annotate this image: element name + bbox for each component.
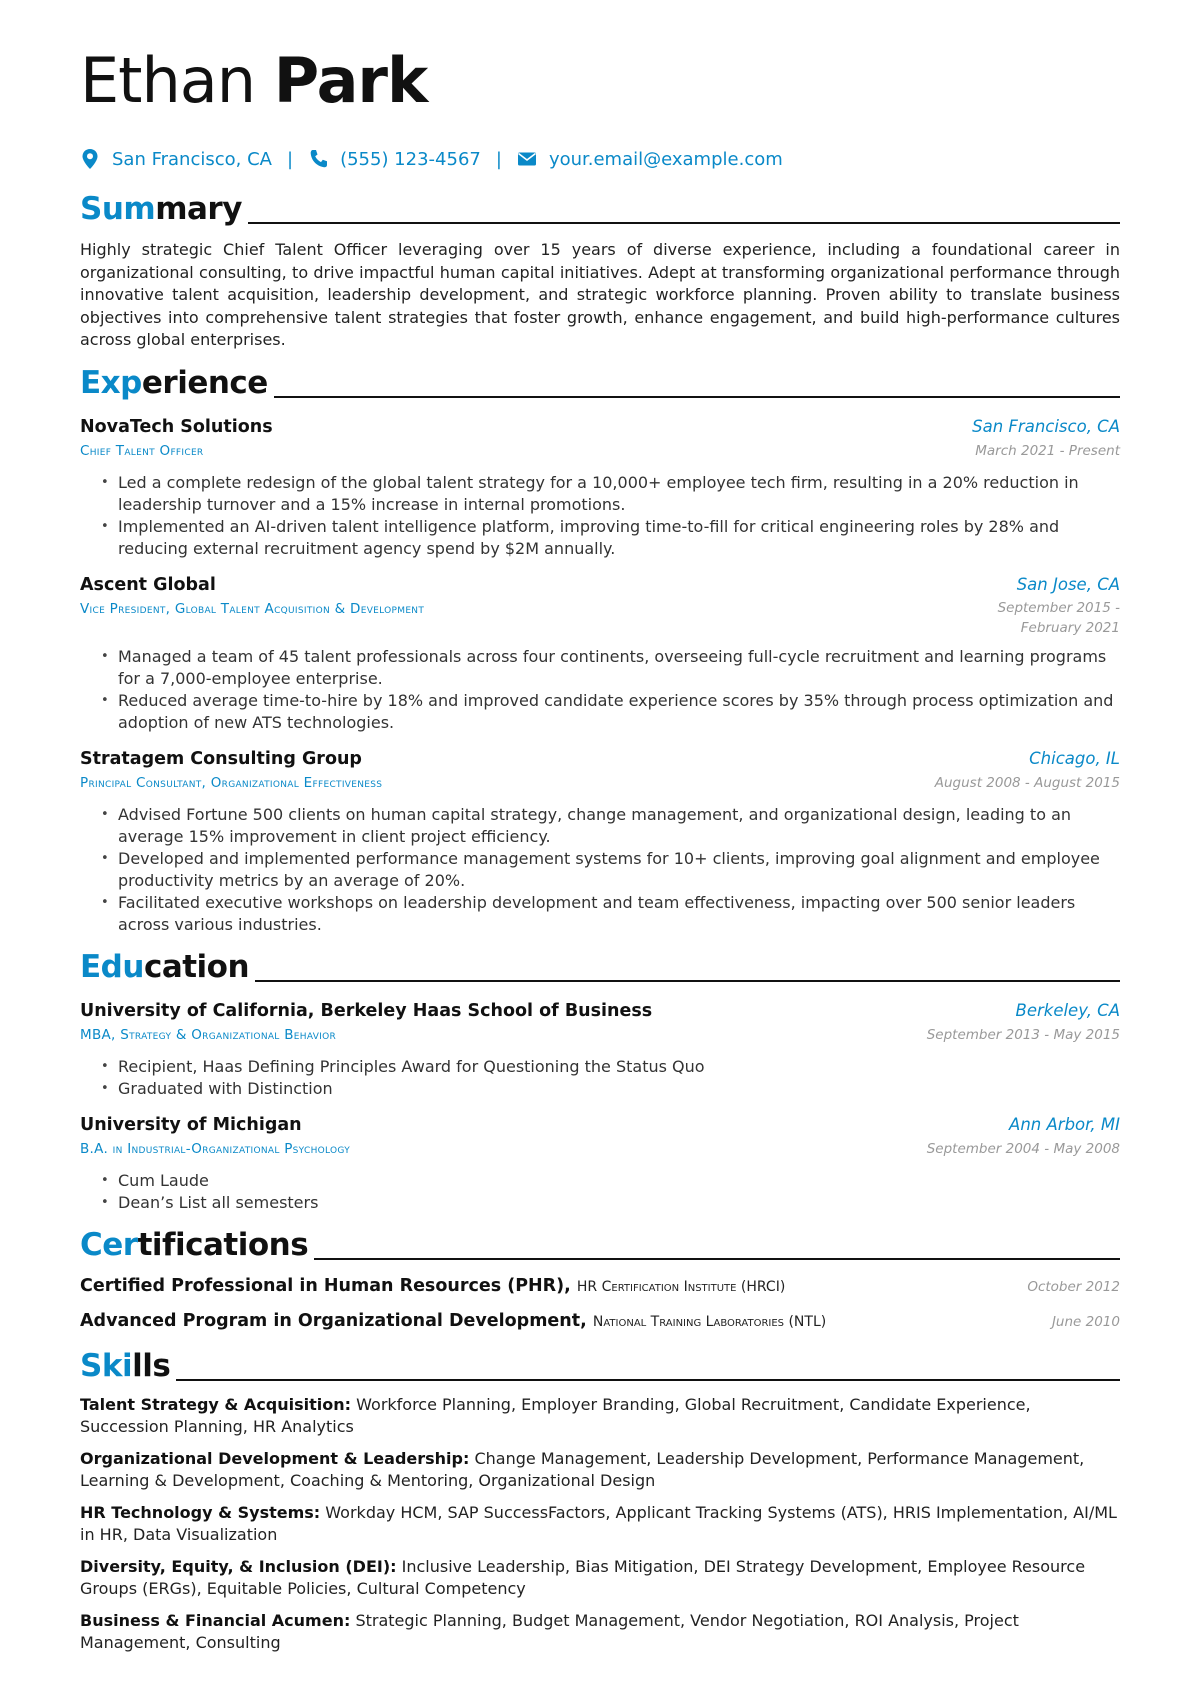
summary-heading [80,188,1120,228]
certification-entry [80,1276,1120,1302]
candidate-name [80,40,1120,122]
skill-group [80,1502,1120,1547]
bullet-list [80,1056,1120,1100]
list-item: • Facilitated executive workshops on leadership development and team effectiveness, impacting over 500 senior leaders across various industries. [118,892,1120,936]
education-entry [80,998,1120,1100]
section-title [80,364,268,402]
section-rule [255,980,1120,982]
school-dates: September 2004 - May 2008 [926,1140,1120,1157]
list-item: • Cum Laude [118,1170,1120,1192]
job-title: Chief Talent Officer [80,442,204,459]
section-title [80,190,242,228]
contact-separator: | [495,148,502,170]
section-rule [314,1258,1120,1260]
contact-phone[interactable]: (555) 123-4567 [340,148,481,170]
skill-group [80,1394,1120,1439]
skill-list: Change Management, Leadership Development, Performance Management, Learning & Development, Coaching & Mentoring, Organizational Design [80,1448,1085,1490]
resume-page [80,40,1120,1655]
contact-location: San Francisco, CA [112,148,272,170]
job-title: Vice President, Global Talent Acquisition & Development [80,600,425,617]
certification-name: Certified Professional in Human Resources (PHR) [80,1275,565,1296]
skill-list: Inclusive Leadership, Bias Mitigation, DEI Strategy Development, Employee Resource Groups (ERGs), Equitable Policies, Cultural Competency [80,1556,1086,1598]
section-rule [176,1379,1120,1381]
job-dates: September 2015 - February 2021 [997,599,1120,636]
school-name: University of California, Berkeley Haas School of Business [80,1000,653,1021]
section-title-rest: cation [143,948,250,985]
list-item: • Implemented an AI-driven talent intelligence platform, improving time-to-fill for critical engineering roles by 28% and reducing external recruitment agency spend by $2M annually. [118,516,1120,560]
experience-entry [80,414,1120,560]
contact-bar [80,146,1120,172]
experience-heading [80,362,1120,402]
section-title-rest: lls [132,1347,171,1384]
job-dates: August 2008 - August 2015 [934,774,1120,791]
section-title-accent: Sum [80,191,156,227]
phone-icon [308,148,328,170]
degree: B.A. in Industrial-Organizational Psychology [80,1140,351,1157]
section-title-rest: erience [141,364,268,401]
section-title [80,1347,170,1385]
skill-list: Strategic Planning, Budget Management, Vendor Negotiation, ROI Analysis, Project Management, Consulting [80,1610,1019,1652]
job-location: San Jose, CA [1016,574,1120,594]
last-name: Park [273,44,428,117]
section-rule [274,396,1120,398]
school-name: University of Michigan [80,1114,302,1135]
summary-text: Highly strategic Chief Talent Officer leveraging over 15 years of diverse experience, including a foundational career in organizational consulting, to drive impactful human capital initiatives. Adept at transforming organizational performance through innovative talent acquisition, leadership development, and strategic workforce planning. Proven ability to translate business objectives into comprehensive talent strategies that foster growth, enhance engagement, and build high-performance cultures across global enterprises. [80,240,1120,349]
list-item: • Dean’s List all semesters [118,1192,1120,1214]
skill-group [80,1610,1120,1655]
list-item: • Reduced average time-to-hire by 18% and improved candidate experience scores by 35% through process optimization and adoption of new ATS technologies. [118,690,1120,734]
certification-issuer: HR Certification Institute (HRCI) [576,1278,786,1295]
list-item: • Recipient, Haas Defining Principles Award for Questioning the Status Quo [118,1056,1120,1078]
company-name: Ascent Global [80,574,216,595]
skills-heading [80,1345,1120,1385]
section-title-accent: Cer [80,1226,138,1263]
degree: MBA, Strategy & Organizational Behavior [80,1026,337,1043]
bullet-list [80,646,1120,734]
job-location: San Francisco, CA [972,416,1120,436]
education-entry [80,1112,1120,1214]
map-pin-icon [80,148,100,170]
skill-group [80,1556,1120,1601]
section-title [80,948,249,986]
certification-date: June 2010 [1051,1313,1120,1330]
skill-list: Workforce Planning, Employer Branding, Global Recruitment, Candidate Experience, Succession Planning, HR Analytics [80,1394,1031,1436]
school-location: Ann Arbor, MI [1009,1114,1120,1134]
skill-group [80,1448,1120,1493]
section-title-rest: mary [155,191,242,227]
school-dates: September 2013 - May 2015 [926,1026,1120,1043]
certifications-heading [80,1224,1120,1264]
job-dates: March 2021 - Present [975,442,1120,459]
bullet-list [80,1170,1120,1214]
contact-email[interactable]: your.email@example.com [548,148,783,170]
certification-issuer: National Training Laboratories (NTL) [592,1313,827,1330]
section-title [80,1226,308,1264]
first-name: Ethan [80,44,256,117]
skill-category: Talent Strategy & Acquisition: [80,1394,352,1414]
experience-entry [80,572,1120,734]
certification-title: Advanced Program in Organizational Development, National Training Laboratories (NTL) [80,1310,827,1331]
certification-title: Certified Professional in Human Resources (PHR), HR Certification Institute (HRCI) [80,1275,786,1296]
envelope-icon [517,148,537,170]
skill-category: Diversity, Equity, & Inclusion (DEI): [80,1556,397,1576]
skill-list: Workday HCM, SAP SuccessFactors, Applicant Tracking Systems (ATS), HRIS Implementation, AI/ML in HR, Data Visualization [80,1502,1117,1544]
certification-date: October 2012 [1027,1278,1120,1295]
school-location: Berkeley, CA [1015,1000,1120,1020]
list-item: • Managed a team of 45 talent professionals across four continents, overseeing full-cycle recruitment and learning programs for a 7,000-employee enterprise. [118,646,1120,690]
experience-entry [80,746,1120,936]
job-title: Principal Consultant, Organizational Effectiveness [80,774,383,791]
section-title-accent: Exp [80,364,142,401]
company-name: NovaTech Solutions [80,416,273,437]
section-title-rest: tifications [137,1226,309,1263]
section-title-accent: Ski [80,1347,133,1384]
bullet-list [80,804,1120,936]
certification-name: Advanced Program in Organizational Development [80,1310,581,1331]
list-item: • Graduated with Distinction [118,1078,1120,1100]
section-rule [248,222,1120,224]
company-name: Stratagem Consulting Group [80,748,362,769]
section-title-accent: Edu [80,948,144,985]
contact-separator: | [286,148,294,170]
certification-entry [80,1311,1120,1337]
list-item: • Led a complete redesign of the global talent strategy for a 10,000+ employee tech firm, resulting in a 20% reduction in leadership turnover and a 15% increase in internal promotions. [118,472,1120,516]
skill-category: Organizational Development & Leadership: [80,1448,470,1468]
list-item: • Developed and implemented performance management systems for 10+ clients, improving goal alignment and employee productivity metrics by an average of 20%. [118,848,1120,892]
skill-category: HR Technology & Systems: [80,1502,321,1522]
job-location: Chicago, IL [1029,748,1120,768]
list-item: • Advised Fortune 500 clients on human capital strategy, change management, and organizational design, leading to an average 15% improvement in client project efficiency. [118,804,1120,848]
bullet-list [80,472,1120,560]
skill-category: Business & Financial Acumen: [80,1610,351,1630]
education-heading [80,946,1120,986]
